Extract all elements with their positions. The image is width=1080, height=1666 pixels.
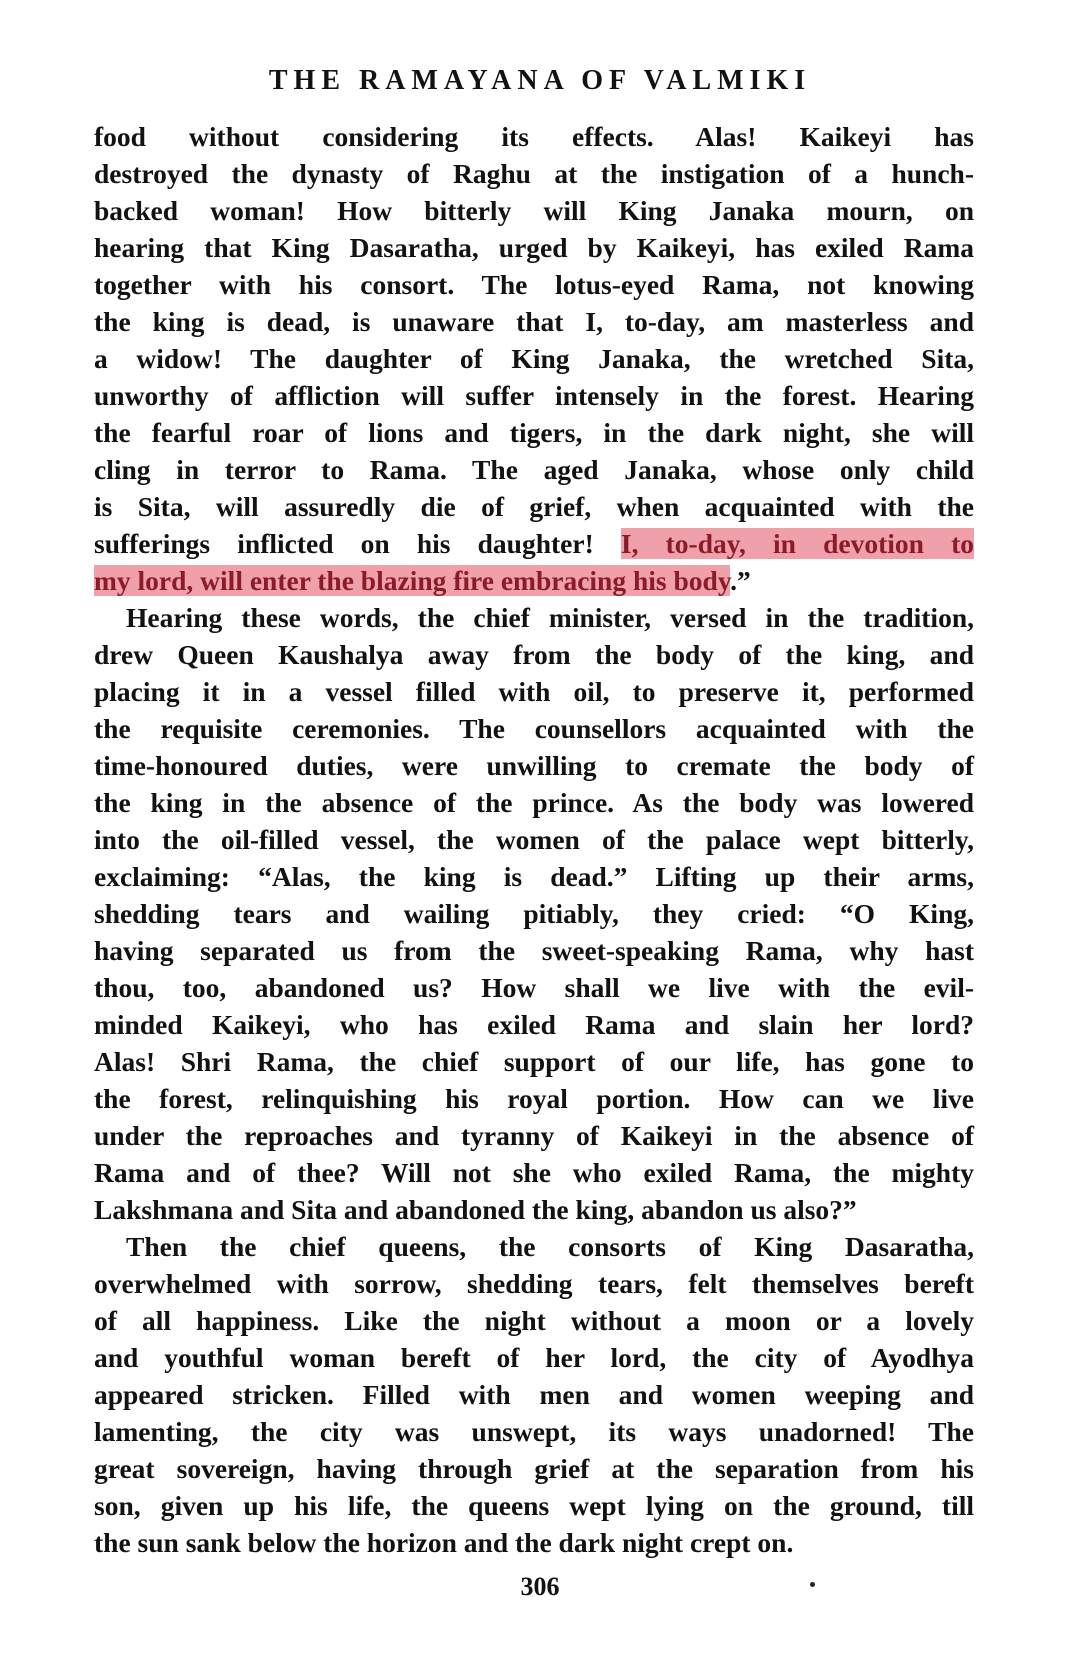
body-text (94, 118, 974, 1561)
text-line: time-honoured duties, were unwilling to cremate the body of (94, 750, 974, 781)
text-line: overwhelmed with sorrow, shedding tears, felt themselves bereft (94, 1268, 974, 1299)
highlighted-text: my lord, will enter the blazing fire embracing his body (94, 565, 731, 596)
text-line: son, given up his life, the queens wept lying on the ground, till (94, 1490, 974, 1521)
text-line: thou, too, abandoned us? How shall we live with the evil- (94, 972, 974, 1003)
text-line: Hearing these words, the chief minister, versed in the tradition, (126, 602, 974, 633)
text-line: of all happiness. Like the night without a moon or a lovely (94, 1305, 974, 1336)
text-line: Then the chief queens, the consorts of King Dasaratha, (126, 1231, 974, 1262)
paragraph-3 (94, 1228, 974, 1561)
highlighted-text: I, to-day, in devotion to (620, 528, 974, 559)
text-line: the king in the absence of the prince. As the body was lowered (94, 787, 974, 818)
text-line: a widow! The daughter of King Janaka, the wretched Sita, (94, 343, 974, 374)
page-number: 306 (520, 1572, 560, 1601)
text-line: shedding tears and wailing pitiably, they cried: “O King, (94, 898, 974, 929)
text-line: Alas! Shri Rama, the chief support of our life, has gone to (94, 1046, 974, 1077)
running-head: THE RAMAYANA OF VALMIKI (268, 65, 812, 96)
text-line: lamenting, the city was unswept, its ways unadorned! The (94, 1416, 974, 1447)
text-line: and youthful woman bereft of her lord, the city of Ayodhya (94, 1342, 974, 1373)
text-line: the requisite ceremonies. The counsellors acquainted with the (94, 713, 974, 744)
text-line: Lakshmana and Sita and abandoned the king, abandon us also?” (94, 1194, 857, 1225)
text-line: placing it in a vessel filled with oil, to preserve it, performed (94, 676, 974, 707)
text-line: under the reproaches and tyranny of Kaikeyi in the absence of (94, 1120, 974, 1151)
text-line: the fearful roar of lions and tigers, in the dark night, she will (94, 417, 974, 448)
text-line: unworthy of affliction will suffer intensely in the forest. Hearing (94, 380, 974, 411)
closing-quote: .” (730, 565, 751, 596)
text-line: great sovereign, having through grief at the separation from his (94, 1453, 974, 1484)
text-line: the king is dead, is unaware that I, to-day, am masterless and (94, 306, 974, 337)
text-line: together with his consort. The lotus-eyed Rama, not knowing (94, 269, 974, 300)
text-line (94, 525, 974, 562)
text-line: the forest, relinquishing his royal portion. How can we live (94, 1083, 974, 1114)
text-line: having separated us from the sweet-speaking Rama, why hast (94, 935, 974, 966)
text-line: food without considering its effects. Alas! Kaikeyi has (94, 121, 974, 152)
paragraph-1 (94, 118, 974, 599)
text-line: minded Kaikeyi, who has exiled Rama and slain her lord? (94, 1009, 974, 1040)
text-line: the sun sank below the horizon and the dark night crept on. (94, 1527, 794, 1558)
text-line: drew Queen Kaushalya away from the body of the king, and (94, 639, 974, 670)
paragraph-2 (94, 599, 974, 1228)
ink-speck (810, 1582, 815, 1587)
text-line: hearing that King Dasaratha, urged by Kaikeyi, has exiled Rama (94, 232, 974, 263)
text-before-highlight: sufferings inflicted on his daughter! (94, 528, 594, 559)
text-line: destroyed the dynasty of Raghu at the instigation of a hunch- (94, 158, 974, 189)
text-line: into the oil-filled vessel, the women of the palace wept bitterly, (94, 824, 974, 855)
text-line: Rama and of thee? Will not she who exiled Rama, the mighty (94, 1157, 974, 1188)
text-line: backed woman! How bitterly will King Janaka mourn, on (94, 195, 974, 226)
text-line (94, 562, 974, 599)
text-line: exclaiming: “Alas, the king is dead.” Lifting up their arms, (94, 861, 974, 892)
text-line: appeared stricken. Filled with men and women weeping and (94, 1379, 974, 1410)
text-line: is Sita, will assuredly die of grief, when acquainted with the (94, 491, 974, 522)
text-line: cling in terror to Rama. The aged Janaka, whose only child (94, 454, 974, 485)
